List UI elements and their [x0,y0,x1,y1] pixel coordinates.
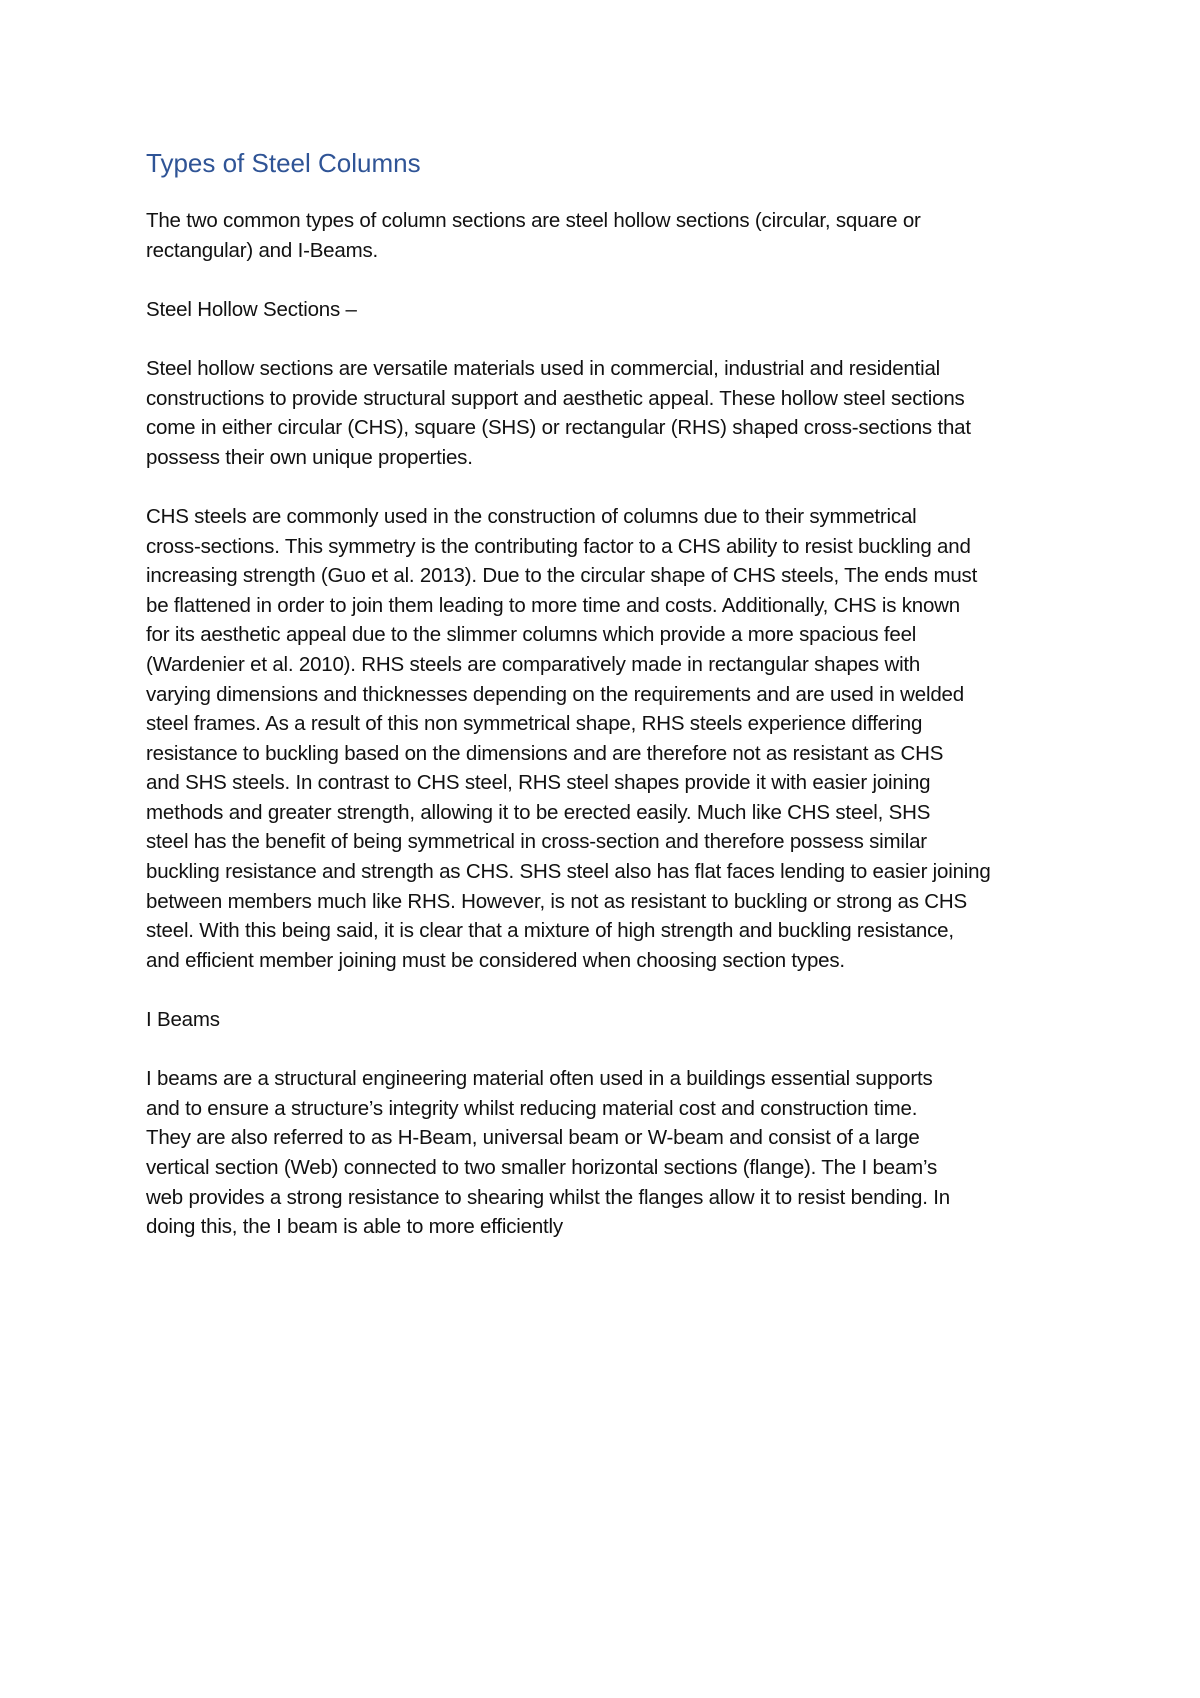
text-line: vertical section (Web) connected to two smaller horizontal sections (flange). The I beam’s [146,1156,937,1179]
document-body [146,146,1076,1271]
text-line: (Wardenier et al. 2010). RHS steels are comparatively made in rectangular shapes with [146,652,921,676]
text-line: Steel hollow sections are versatile materials used in commercial, industrial and residential [146,356,941,380]
text-line: Steel Hollow Sections – [146,297,357,321]
intro-paragraph [146,206,1076,265]
text-line: web provides a strong resistance to shearing whilst the flanges allow it to resist bending. In [146,1185,950,1209]
text-line: be flattened in order to join them leading to more time and costs. Additionally, CHS is known [146,593,960,617]
section-heading-hollow-sections [146,295,1076,325]
text-line: and SHS steels. In contrast to CHS steel, RHS steel shapes provide it with easier joining [146,771,931,795]
text-line: steel. With this being said, it is clear that a mixture of high strength and buckling resistance, [146,919,954,943]
i-beams-paragraph [146,1064,1076,1242]
text-line: CHS steels are commonly used in the construction of columns due to their symmetrical [146,504,917,528]
section-heading-i-beams [146,1005,1076,1035]
text-line: steel frames. As a result of this non symmetrical shape, RHS steels experience differing [146,712,923,736]
chs-rhs-shs-paragraph [146,502,1076,976]
text-line: for its aesthetic appeal due to the slimmer columns which provide a more spacious feel [146,623,917,647]
text-line: varying dimensions and thicknesses depending on the requirements and are used in welded [146,682,964,706]
text-line: rectangular) and I-Beams. [146,238,379,262]
text-line: I Beams [146,1008,220,1032]
text-line: come in either circular (CHS), square (SHS) or rectangular (RHS) shaped cross-sections that [146,416,971,440]
text-line: cross-sections. This symmetry is the contributing factor to a CHS ability to resist buckling and [146,534,971,558]
document-title: Types of Steel Columns [146,148,421,178]
text-line: doing this, the I beam is able to more efficiently [146,1215,563,1239]
text-line: The two common types of column sections are steel hollow sections (circular, square or [146,209,921,232]
hollow-sections-paragraph [146,354,1076,472]
text-line: steel has the benefit of being symmetrical in cross-section and therefore possess similar [146,830,927,854]
text-line: possess their own unique properties. [146,445,473,469]
text-line: They are also referred to as H-Beam, universal beam or W-beam and consist of a large [146,1126,920,1150]
text-line: between members much like RHS. However, is not as resistant to buckling or strong as CHS [146,889,967,913]
text-line: increasing strength (Guo et al. 2013). Due to the circular shape of CHS steels, The ends must [146,564,978,588]
text-line: constructions to provide structural support and aesthetic appeal. These hollow steel sections [146,386,965,410]
text-line: resistance to buckling based on the dimensions and are therefore not as resistant as CHS [146,741,944,765]
text-line: and to ensure a structure’s integrity whilst reducing material cost and construction time. [146,1096,918,1120]
text-line: and efficient member joining must be considered when choosing section types. [146,948,845,972]
paragraph-list [146,206,1076,1242]
text-line: I beams are a structural engineering material often used in a buildings essential supports [146,1067,933,1091]
text-line: methods and greater strength, allowing it to be erected easily. Much like CHS steel, SHS [146,800,931,824]
text-line: buckling resistance and strength as CHS. SHS steel also has flat faces lending to easier joining [146,860,991,884]
